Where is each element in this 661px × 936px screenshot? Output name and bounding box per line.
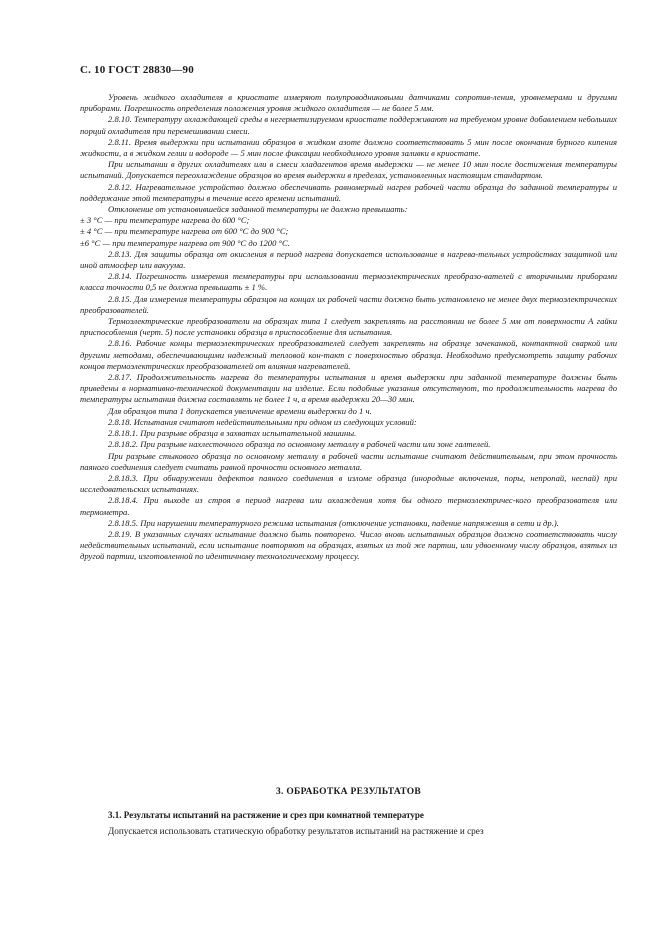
document-body [80, 92, 617, 563]
paragraph: 2.8.13. Для защиты образца от окисления в период нагрева допускается использование в нагрева-тельных устройствах защитной или иной атмосфер или вакуума. [80, 248, 617, 271]
paragraph: Отклонение от установившейся заданной температуры не должно превышать: [108, 204, 408, 215]
paragraph: Допускается использовать статическую обработку результатов испытаний на растяжение и срез [108, 826, 484, 836]
paragraph: Уровень жидкого охладителя в криостате измеряют полупроводниковыми датчиками сопротив-ления, уровнемерами и другими приборами. Погрешность определения положения уровня жидкого охладителя — не более 5 мм. [80, 92, 617, 114]
paragraph: 2.8.18.1. При разрыве образца в захватах испытательной машины. [108, 428, 357, 439]
paragraph: 2.8.18.4. При выходе из строя в период нагрева или охлаждения хотя бы одного термоэлектричес-кого преобразователя или термометра. [80, 495, 617, 517]
paragraph: 2.8.18. Испытания считают недействительными при одном из следующих условий: [108, 416, 417, 427]
tolerance-item: ± 3 °C — при температуре нагрева до 600 °C; [80, 215, 250, 226]
tolerance-item: ± 4 °C — при температуре нагрева от 600 °C до 900 °C; [80, 226, 289, 237]
paragraph: 2.8.18.2. При разрыве нахлесточного образца по основному металлу в рабочей части или зоне галтелей. [108, 439, 491, 450]
paragraph: 2.8.18.5. При нарушении температурного режима испытания (отключение установки, падение напряжения в сети и др.). [108, 517, 559, 528]
paragraph: 2.8.18.3. При обнаружении дефектов паяного соединения в изломе образца (инородные включения, поры, непропай, неспай) при исследовательских испытаниях. [80, 472, 617, 495]
paragraph: 2.8.14. Погрешность измерения температуры при использовании термоэлектрических преобразо-вателей с вторичными приборами класса точности 0,5 не должна превышать ± 1 %. [80, 271, 617, 293]
paragraph: 2.8.11. Время выдержки при испытании образцов в жидком азоте должно соответствовать 5 мин после окончания бурного кипения жидкости, а в жидком гелии и водороде — 5 мин после фиксации необходимого уровня заливки в криостате. [80, 136, 617, 159]
page-header: С. 10 ГОСТ 28830—90 [80, 64, 194, 76]
paragraph: 2.8.10. Температуру охлаждающей среды в негерметизируемом криостате поддерживают на требуемом уровне добавлением небольших порций охладителя при перемешивании смеси. [80, 114, 617, 136]
paragraph: 2.8.12. Нагревательное устройство должно обеспечивать равномерный нагрев рабочей части образца до заданной температуры и поддержание этой температуры в течение всего времени испытаний. [80, 181, 617, 203]
section-title: 3. ОБРАБОТКА РЕЗУЛЬТАТОВ [275, 787, 422, 797]
paragraph: Термоэлектрические преобразователи на образцах типа 1 следует закреплять на расстоянии не более 5 мм от поверхности А гайки приспособления (черт. 5) после установки образца в приспособление для испытания. [80, 316, 617, 338]
subsection-heading: 3.1. Результаты испытаний на растяжение и срез при комнатной температуре [108, 810, 424, 820]
paragraph: Для образцов типа 1 допускается увеличение времени выдержки до 1 ч. [108, 405, 372, 416]
paragraph: 2.8.15. Для измерения температуры образцов на концах их рабочей части должно быть установлено не менее двух термоэлектрических преобразователей. [80, 293, 617, 315]
paragraph: 2.8.19. В указанных случаях испытание должно быть повторено. Число вновь испытанных образцов должно соответствовать числу недействительных испытаний, если испытание повторяют на образцах, взятых из той же партии, или удвоенному числу образцов, взятых из другой партии, изготовленной по идентичному технологическому процессу. [80, 528, 617, 562]
paragraph: 2.8.16. Рабочие концы термоэлектрических преобразователей следует закреплять на образце зачеканкой, контактной сваркой или другими методами, обеспечивающими надежный тепловой кон-такт с поверхностью образца. Необходимо предусмотреть защиту рабочих концов термоэлектрических преобразователей от влияния нагревателей. [80, 338, 617, 371]
tolerance-item: ±6 °C — при температуре нагрева от 900 °C до 1200 °C. [80, 237, 290, 248]
paragraph: При разрыве стыкового образца по основному металлу в рабочей части испытание считают действительным, при этом прочность паяного соединения следует считать равной прочности основного металла. [80, 450, 617, 472]
paragraph: При испытании в других охладителях или в смеси хладагентов время выдержки — не менее 10 мин после достижения температуры испытаний. Допускается переохлаждение образцов во время выдержки в пределах, установленных настоящим стандартом. [80, 159, 617, 181]
paragraph: 2.8.17. Продолжительность нагрева до температуры испытания и время выдержки при заданной температуре должны быть приведены в нормативно-технической документации на изделие. Если подобные указания отсутствуют, то продолжительность нагрева до температуры испытания должна составлять не более 1 ч, а время выдержки 20—30 мин. [80, 372, 617, 405]
